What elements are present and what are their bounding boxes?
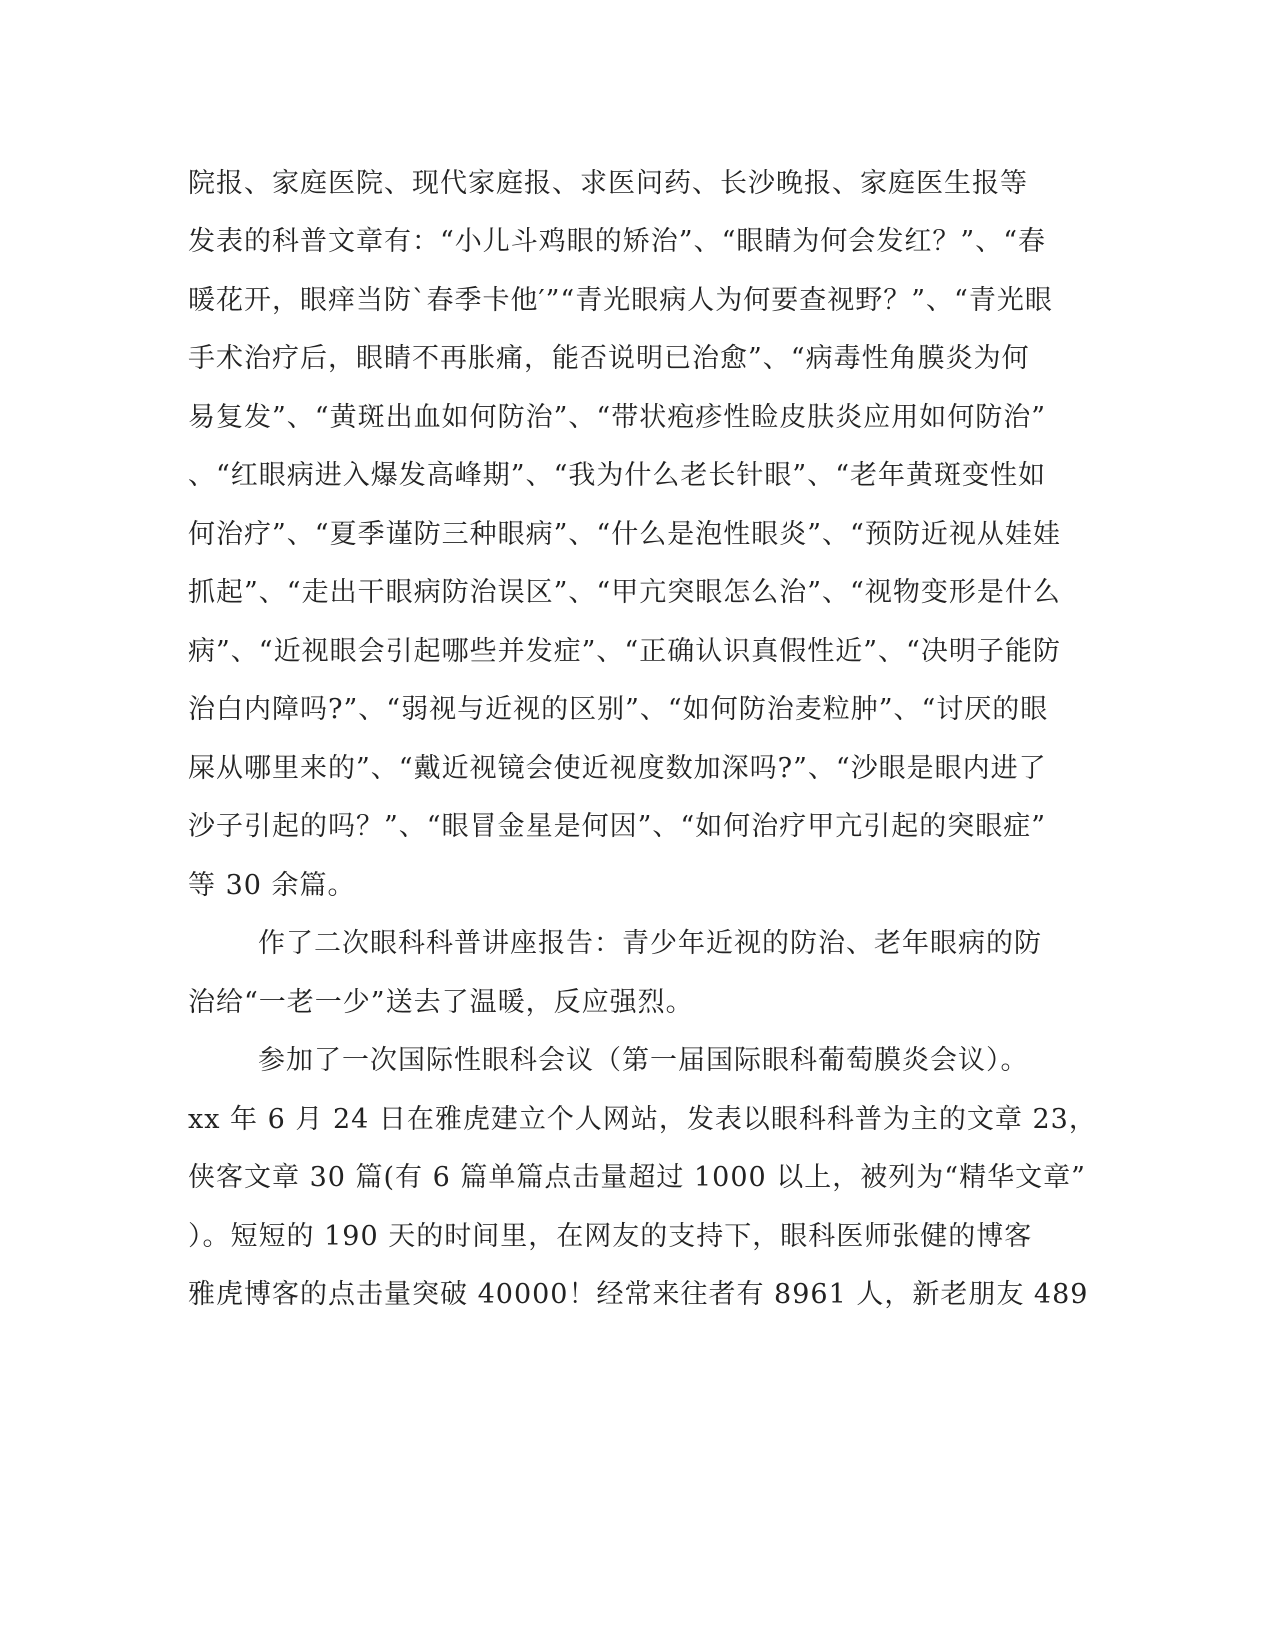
text-line: 发表的科普文章有：“小儿斗鸡眼的矫治”、“眼睛为何会发红？”、“春	[188, 226, 1047, 257]
text-line: 抓起”、“走出干眼病防治误区”、“甲亢突眼怎么治”、“视物变形是什么	[188, 577, 1061, 608]
text-line: 屎从哪里来的”、“戴近视镜会使近视度数加深吗?”、“沙眼是眼内进了	[188, 753, 1047, 784]
text-line: xx 年 6 月 24 日在雅虎建立个人网站，发表以眼科科普为主的文章 23，	[188, 1104, 1097, 1135]
text-line: 、“红眼病进入爆发高峰期”、“我为什么老长针眼”、“老年黄斑变性如	[188, 460, 1047, 491]
paragraph-first-line: 参加了一次国际性眼科会议（第一届国际眼科葡萄膜炎会议）。	[258, 1045, 1029, 1076]
text-line: 雅虎博客的点击量突破 40000！经常来往者有 8961 人，新老朋友 489	[188, 1279, 1089, 1310]
text-line: 何治疗”、“夏季谨防三种眼病”、“什么是泡性眼炎”、“预防近视从娃娃	[188, 519, 1061, 550]
text-line: 病”、“近视眼会引起哪些并发症”、“正确认识真假性近”、“决明子能防	[188, 636, 1061, 667]
text-line: 沙子引起的吗？”、“眼冒金星是何因”、“如何治疗甲亢引起的突眼症”	[188, 811, 1047, 842]
text-line: 治白内障吗?”、“弱视与近视的区别”、“如何防治麦粒肿”、“讨厌的眼	[188, 694, 1049, 725]
text-line: 易复发”、“黄斑出血如何防治”、“带状疱疹性睑皮肤炎应用如何防治”	[188, 402, 1047, 433]
text-line: 侠客文章 30 篇(有 6 篇单篇点击量超过 1000 以上，被列为“精华文章”	[188, 1162, 1086, 1193]
text-line: 院报、家庭医院、现代家庭报、求医问药、长沙晚报、家庭医生报等	[188, 168, 1028, 199]
text-line: 暖花开，眼痒当防`春季卡他′”“青光眼病人为何要查视野？”、“青光眼	[188, 285, 1053, 316]
text-line: 治给“一老一少”送去了温暖，反应强烈。	[188, 987, 694, 1018]
text-line: 等 30 余篇。	[188, 870, 356, 901]
paragraph-first-line: 作了二次眼科科普讲座报告：青少年近视的防治、老年眼病的防	[258, 928, 1042, 959]
text-line: ）。短短的 190 天的时间里，在网友的支持下，眼科医师张健的博客	[188, 1221, 1033, 1252]
text-line: 手术治疗后，眼睛不再胀痛，能否说明已治愈”、“病毒性角膜炎为何	[188, 343, 1030, 374]
